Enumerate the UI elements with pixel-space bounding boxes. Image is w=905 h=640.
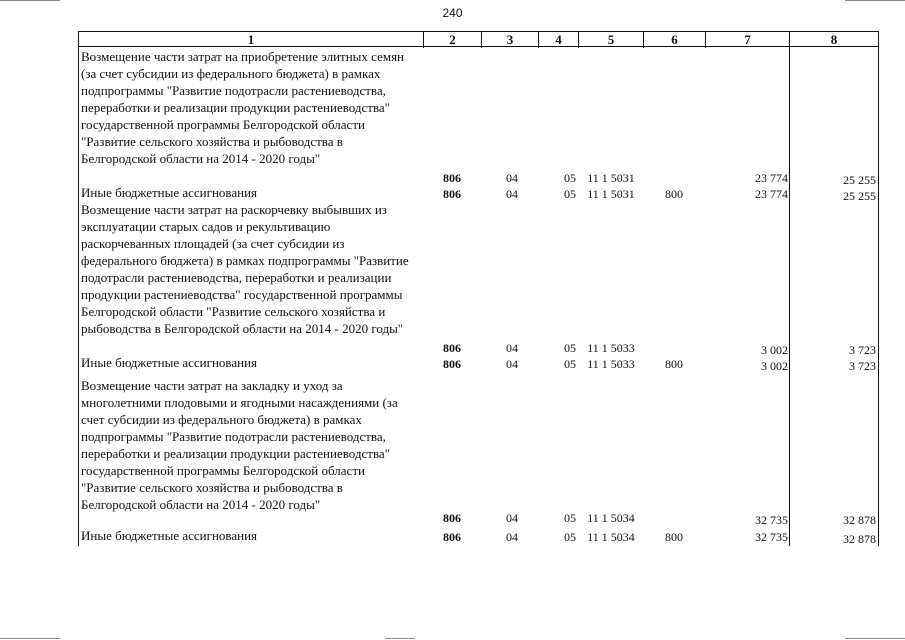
row-razdel: 04: [506, 530, 518, 544]
row-year2: 25 255: [843, 189, 876, 203]
row-year1: 3 002: [761, 343, 788, 357]
row-code: 806: [443, 341, 461, 355]
budget-table: [78, 31, 879, 546]
row-csr: 11 1 5031: [587, 171, 635, 185]
row-year1: 32 735: [755, 513, 788, 527]
row-year1: 32 735: [755, 530, 788, 544]
row-code: 806: [443, 187, 461, 201]
column-header-5: 5: [607, 32, 615, 47]
row-csr: 11 1 5034: [587, 511, 635, 525]
row-podrazdel: 05: [564, 171, 576, 185]
col-border-0: [78, 31, 79, 546]
row-year2: 32 878: [843, 513, 876, 527]
row-code: 806: [443, 357, 461, 371]
scan-edge-mark: [0, 638, 60, 639]
page-number: 240: [442, 6, 463, 20]
col-border-7: [789, 31, 790, 546]
row-year2: 32 878: [843, 532, 876, 546]
column-header-2: 2: [449, 32, 456, 47]
column-header-6: 6: [671, 32, 678, 47]
row-razdel: 04: [506, 341, 518, 355]
row-description: Иные бюджетные ассигнования: [81, 355, 258, 370]
row-vr: 800: [665, 357, 683, 371]
row-year2: 3 723: [849, 343, 876, 357]
scan-edge-mark: [0, 0, 60, 1]
column-header-1: 1: [247, 32, 255, 47]
row-csr: 11 1 5033: [587, 357, 635, 371]
col-border-8: [878, 31, 879, 546]
row-year2: 3 723: [849, 359, 876, 373]
row-description: Возмещение части затрат на закладку и уход за многолетними плодовыми и ягодными насаждениями (за счет субсидии из федерального бюджета) в рамках подпрограммы "Развитие подотрасли растениеводства, переработки и реализации продукции растениеводства" государственной программы Белгородской области "Развитие сельского хозяйства и рыбоводства в Белгородской области на 2014 - 2020 годы": [81, 378, 398, 512]
scan-edge-mark: [385, 638, 415, 639]
scan-edge-mark: [845, 638, 905, 639]
row-csr: 11 1 5034: [587, 530, 635, 544]
row-podrazdel: 05: [564, 511, 576, 525]
row-vr: 800: [665, 187, 683, 201]
column-header-3: 3: [506, 32, 514, 47]
row-podrazdel: 05: [564, 357, 576, 371]
row-podrazdel: 05: [564, 187, 576, 201]
column-header-4: 4: [555, 32, 562, 47]
row-podrazdel: 05: [564, 530, 576, 544]
row-year1: 23 774: [755, 171, 788, 185]
scan-edge-mark: [845, 0, 905, 1]
row-razdel: 04: [506, 187, 518, 201]
row-vr: 800: [665, 530, 683, 544]
row-razdel: 04: [506, 511, 518, 525]
row-podrazdel: 05: [564, 341, 576, 355]
row-razdel: 04: [506, 357, 518, 371]
row-description: Иные бюджетные ассигнования: [81, 528, 258, 543]
row-csr: 11 1 5031: [587, 187, 635, 201]
row-code: 806: [443, 530, 461, 544]
row-description: Иные бюджетные ассигнования: [81, 185, 258, 200]
row-description: Возмещение части затрат на раскорчевку выбывших из эксплуатации старых садов и рекультивацию раскорчеванных площадей (за счет субсидии из федерального бюджета) в рамках подпрограммы "Развитие подотрасли растениеводства, переработки и реализации продукции растениеводства" государственной программы Белгородской области "Развитие сельского хозяйства и рыбоводства в Белгородской области на 2014 - 2020 годы": [81, 202, 409, 336]
row-year1: 23 774: [755, 187, 788, 201]
column-header-8: 8: [830, 32, 838, 47]
row-code: 806: [443, 511, 461, 525]
row-year2: 25 255: [843, 173, 876, 187]
row-razdel: 04: [506, 171, 518, 185]
row-year1: 3 002: [761, 359, 788, 373]
row-code: 806: [443, 171, 461, 185]
row-csr: 11 1 5033: [587, 341, 635, 355]
column-header-7: 7: [744, 32, 751, 47]
row-description: Возмещение части затрат на приобретение элитных семян (за счет субсидии из федерального бюджета) в рамках подпрограммы "Развитие подотрасли растениеводства, переработки и реализации продукции растениеводства" государственной программы Белгородской области "Развитие сельского хозяйства и рыбоводства в Белгородской области на 2014 - 2020 годы": [81, 49, 405, 166]
